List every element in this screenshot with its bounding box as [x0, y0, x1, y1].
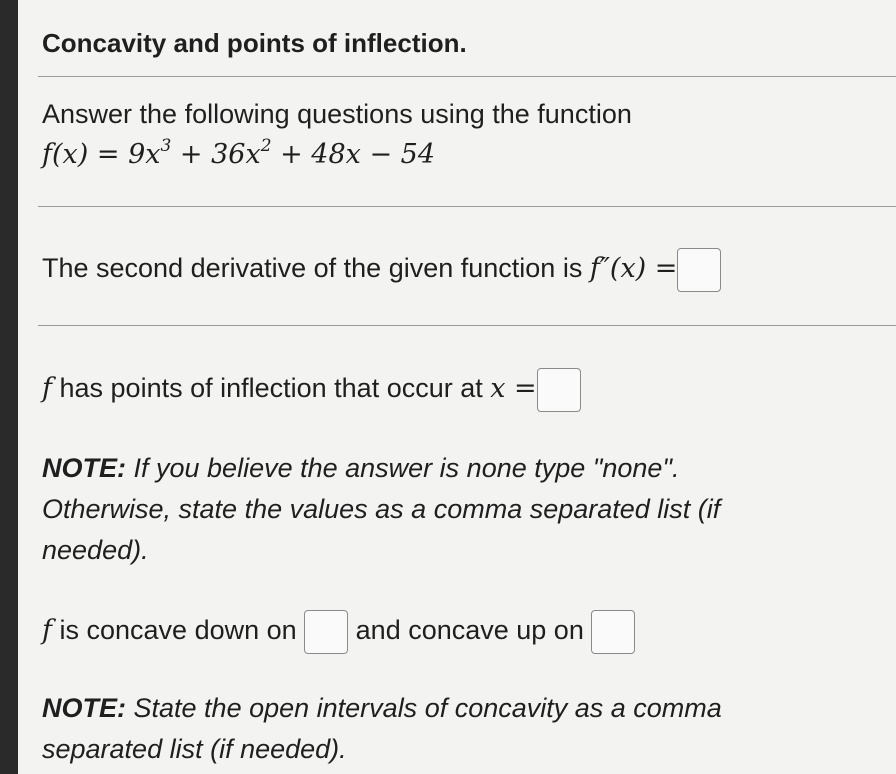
- concave-down-input[interactable]: [304, 610, 348, 654]
- page-title: Concavity and points of inflection.: [42, 28, 467, 58]
- exponent-2: 2: [260, 136, 272, 156]
- function-term-3: + 48x − 54: [271, 139, 436, 170]
- concave-up-input[interactable]: [591, 610, 635, 654]
- intro-text: Answer the following questions using the function: [42, 99, 632, 129]
- f-symbol: f: [42, 373, 52, 405]
- question-page: [18, 0, 896, 774]
- note-text: State the open intervals of concavity as a comma separated list (if needed).: [42, 693, 722, 764]
- second-derivative-input[interactable]: [677, 248, 721, 292]
- note-inflection: [42, 448, 802, 571]
- note-label: NOTE:: [42, 693, 126, 723]
- exponent-3: 3: [160, 136, 172, 156]
- note-label: NOTE:: [42, 453, 126, 483]
- divider: [38, 206, 896, 207]
- note-text: If you believe the answer is none type "none". Otherwise, state the values as a comma separated list (if needed).: [42, 453, 721, 565]
- inflection-math: x =: [490, 373, 537, 405]
- concave-up-label: and concave up on: [348, 615, 592, 646]
- second-derivative-row: [42, 248, 862, 292]
- function-term-2: + 36x: [171, 139, 261, 170]
- function-lhs: f(x) = 9x: [42, 139, 161, 170]
- concavity-row: [42, 610, 862, 654]
- note-concavity: [42, 688, 802, 770]
- divider: [38, 325, 896, 326]
- inflection-label: has points of inflection that occur at: [52, 373, 491, 404]
- concave-down-label: is concave down on: [52, 615, 305, 646]
- inflection-points-input[interactable]: [537, 368, 581, 412]
- second-derivative-math: f″(x) =: [589, 253, 678, 285]
- second-derivative-label: The second derivative of the given function is: [42, 253, 583, 284]
- inflection-row: [42, 368, 862, 412]
- f-symbol: f: [42, 615, 52, 647]
- function-expression: [42, 136, 436, 170]
- divider: [38, 76, 896, 77]
- intro-paragraph: [42, 94, 862, 175]
